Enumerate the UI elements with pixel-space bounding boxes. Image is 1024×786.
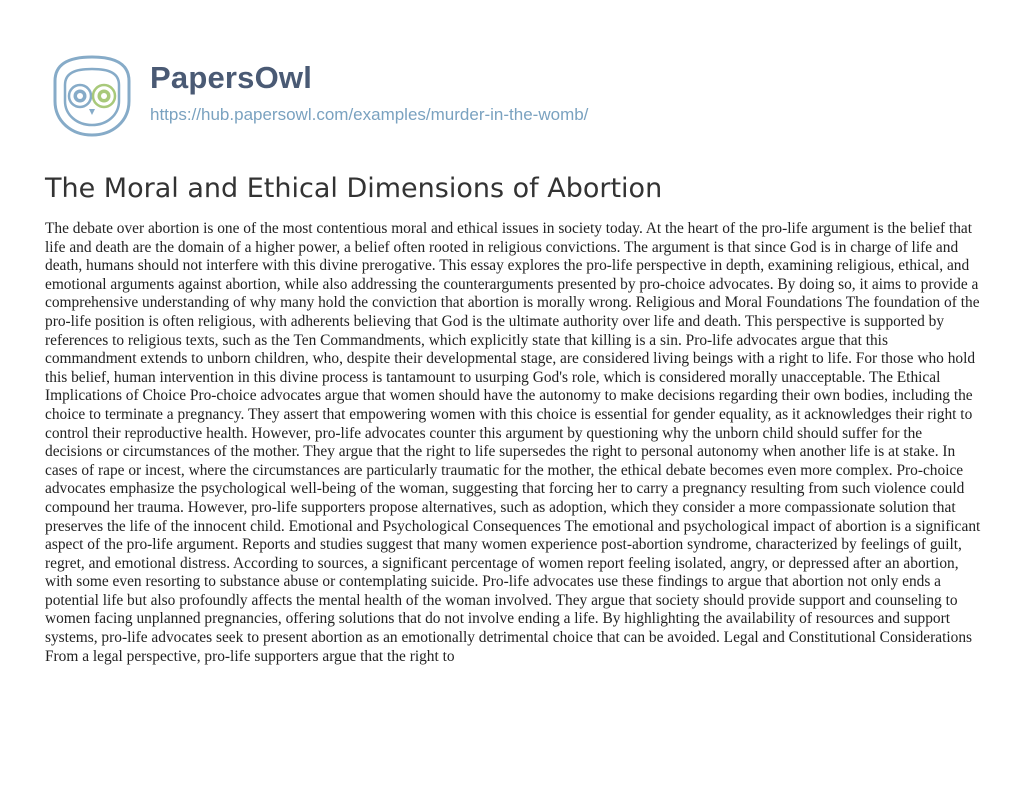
- brand-block: [150, 60, 589, 126]
- brand-name[interactable]: PapersOwl: [150, 60, 313, 95]
- owl-logo-graphic: [47, 51, 137, 141]
- article-title: The Moral and Ethical Dimensions of Abortion: [45, 173, 663, 204]
- article-body: The debate over abortion is one of the most contentious moral and ethical issues in society today. At the heart of the pro-life argument is the belief that life and death are the domain of a higher power, a belief often rooted in religious convictions. The argument is that since God is in charge of life and death, humans should not interfere with this divine prerogative. This essay explores the pro-life perspective in depth, examining religious, ethical, and emotional arguments against abortion, while also addressing the counterarguments presented by pro-choice advocates. By doing so, it aims to provide a comprehensive understanding of why many hold the conviction that abortion is morally wrong. Religious and Moral Foundations The foundation of the pro-life position is often religious, with adherents believing that God is the ultimate authority over life and death. This perspective is supported by references to religious texts, such as the Ten Commandments, which explicitly state that killing is a sin. Pro-life advocates argue that this commandment extends to unborn children, who, despite their developmental stage, are considered living beings with a right to life. For those who hold this belief, human intervention in this divine process is tantamount to usurping God's role, which is considered morally unacceptable. The Ethical Implications of Choice Pro-choice advocates argue that women should have the autonomy to make decisions regarding their own bodies, including the choice to terminate a pregnancy. They assert that empowering women with this choice is essential for gender equality, as it acknowledges their right to control their reproductive health. However, pro-life advocates counter this argument by questioning why the unborn child should suffer for the decisions or circumstances of the mother. They argue that the right to life supersedes the right to personal autonomy when another life is at stake. In cases of rape or incest, where the circumstances are particularly traumatic for the mother, the ethical debate becomes even more complex. Pro-choice advocates emphasize the psychological well-being of the woman, suggesting that forcing her to carry a pregnancy resulting from such violence could compound her trauma. However, pro-life supporters propose alternatives, such as adoption, which they consider a more compassionate solution that preserves the life of the innocent child. Emotional and Psychological Consequences The emotional and psychological impact of abortion is a significant aspect of the pro-life argument. Reports and studies suggest that many women experience post-abortion syndrome, characterized by feelings of guilt, regret, and emotional distress. According to sources, a significant percentage of women report feeling isolated, angry, or depressed after an abortion, with some even resorting to substance abuse or contemplating suicide. Pro-life advocates use these findings to argue that abortion not only ends a potential life but also profoundly affects the mental health of the woman involved. They argue that society should provide support and counseling to women facing unplanned pregnancies, offering solutions that do not involve ending a life. By highlighting the availability of resources and support systems, pro-life advocates seek to present abortion as an emotionally detrimental choice that can be avoided. Legal and Constitutional Considerations From a legal perspective, pro-life supporters argue that the right to: [45, 220, 981, 665]
- source-url-link[interactable]: https://hub.papersowl.com/examples/murder-in-the-womb/: [150, 105, 589, 124]
- owl-icon[interactable]: [47, 51, 137, 141]
- site-header: [47, 56, 588, 136]
